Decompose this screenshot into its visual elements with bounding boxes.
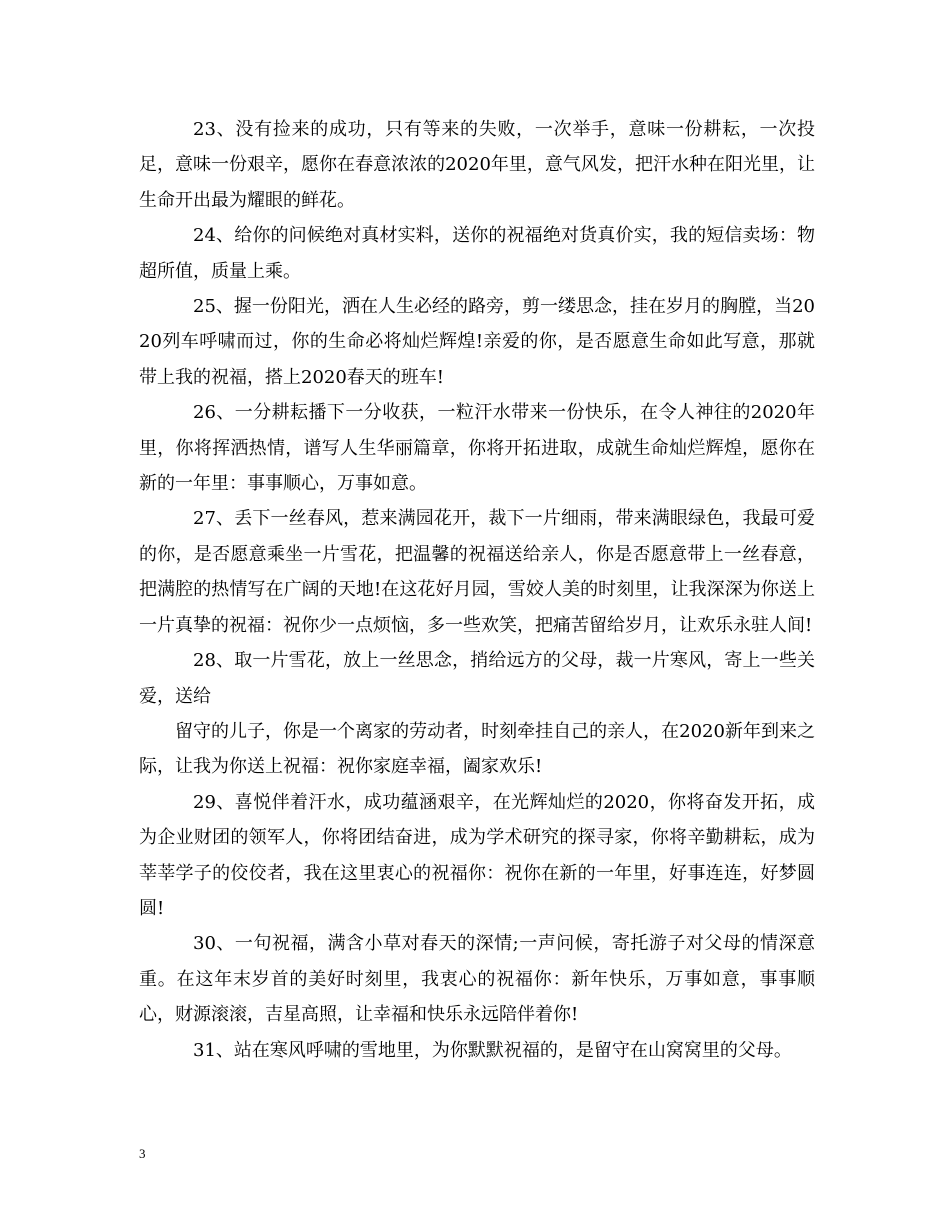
paragraph-26: 26、一分耕耘播下一分收获，一粒汗水带来一份快乐，在令人神往的2020年里，你将挥洒热情，谱写人生华丽篇章，你将开拓进取，成就生命灿烂辉煌，愿你在新的一年里：事事顺心，万事如意。 <box>139 402 815 495</box>
paragraph-25: 25、握一份阳光，洒在人生必经的路旁，剪一缕思念，挂在岁月的胸膛，当2020列车呼啸而过，你的生命必将灿烂辉煌!亲爱的你，是否愿意生命如此写意，那就带上我的祝福，搭上2020春天的班车! <box>139 296 815 388</box>
paragraph-27: 27、丢下一丝春风，惹来满园花开，裁下一片细雨，带来满眼绿色，我最可爱的你，是否愿意乘坐一片雪花，把温馨的祝福送给亲人，你是否愿意带上一丝春意，把满腔的热情写在广阔的天地!在这花好月园，雪姣人美的时刻里，让我深深为你送上一片真挚的祝福：祝你少一点烦恼，多一些欢笑，把痛苦留给岁月，让欢乐永驻人间! <box>139 508 815 636</box>
document-body <box>139 112 815 1068</box>
paragraph-23: 23、没有捡来的成功，只有等来的失败，一次举手，意味一份耕耘，一次投足，意味一份艰辛，愿你在春意浓浓的2020年里，意气风发，把汗水种在阳光里，让生命开出最为耀眼的鲜花。 <box>139 119 815 211</box>
paragraph-30: 30、一句祝福，满含小草对春天的深情;一声问候，寄托游子对父母的情深意重。在这年末岁首的美好时刻里，我衷心的祝福你：新年快乐，万事如意，事事顺心，财源滚滚，吉星高照，让幸福和快乐永远陪伴着你! <box>139 933 815 1026</box>
paragraph-24: 24、给你的问候绝对真材实料，送你的祝福绝对货真价实，我的短信卖场：物超所值，质量上乘。 <box>139 225 815 282</box>
paragraph-28: 28、取一片雪花，放上一丝思念，捎给远方的父母，裁一片寒风，寄上一些关爱，送给 <box>139 650 815 707</box>
paragraph-28-continued: 留守的儿子，你是一个离家的劳动者，时刻牵挂自己的亲人，在2020新年到来之际，让我为你送上祝福：祝你家庭幸福，阖家欢乐! <box>139 720 815 778</box>
paragraph-29: 29、喜悦伴着汗水，成功蕴涵艰辛，在光辉灿烂的2020，你将奋发开拓，成为企业财团的领军人，你将团结奋进，成为学术研究的探寻家，你将辛勤耕耘，成为莘莘学子的佼佼者，我在这里衷心的祝福你：祝你在新的一年里，好事连连，好梦圆圆! <box>139 791 815 919</box>
paragraph-31: 31、站在寒风呼啸的雪地里，为你默默祝福的，是留守在山窝窝里的父母。 <box>193 1039 792 1061</box>
page-number: 3 <box>139 1146 146 1161</box>
